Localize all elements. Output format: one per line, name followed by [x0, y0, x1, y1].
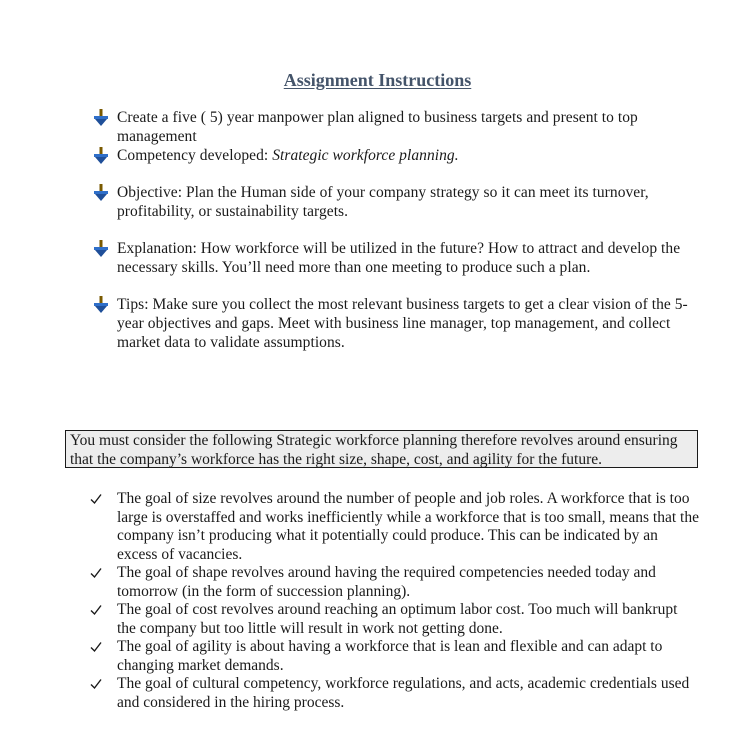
goal-text: The goal of shape revolves around having the required competencies needed today and tomorrow (in the form of succession planning). — [117, 564, 656, 600]
goal-text: The goal of agility is about having a workforce that is lean and flexible and can adapt to changing market demands. — [117, 638, 663, 674]
instruction-text: Objective: Plan the Human side of your company strategy so it can meet its turnover, profitability, or sustainability targets. — [117, 184, 649, 220]
goal-text: The goal of size revolves around the number of people and job roles. A workforce that is too large is overstaffed and works inefficiently while a workforce that is too small, means that the company isn’t producing what it potentially could produce. This can be indicated by an excess of vacancies. — [117, 490, 699, 563]
instruction-text: Tips: Make sure you collect the most relevant business targets to get a clear vision of the 5-year objectives and gaps. Meet with business line manager, top management, and collect market data to validate assumptions. — [117, 296, 688, 351]
arrow-down-icon — [93, 147, 109, 165]
goal-list — [90, 490, 700, 712]
instruction-list — [90, 108, 700, 352]
page-title — [0, 68, 755, 92]
goal-text: The goal of cultural competency, workforce regulations, and acts, academic credentials used and considered in the hiring process. — [117, 675, 690, 711]
checkmark-icon — [90, 678, 102, 690]
competency-name: Strategic workforce planning. — [272, 147, 459, 164]
checkmark-icon — [90, 567, 102, 579]
goal-item — [90, 564, 700, 601]
instruction-text: Explanation: How workforce will be utilized in the future? How to attract and develop the necessary skills. You’ll need more than one meeting to produce such a plan. — [117, 240, 681, 276]
goal-text: The goal of cost revolves around reaching an optimum labor cost. Too much will bankrupt the company but too little will result in work not getting done. — [117, 601, 678, 637]
checkmark-icon — [90, 493, 102, 505]
arrow-down-icon — [93, 296, 109, 314]
instruction-item — [90, 108, 700, 146]
arrow-down-icon — [93, 184, 109, 202]
goal-item — [90, 675, 700, 712]
instruction-text: Create a five ( 5) year manpower plan aligned to business targets and present to top management — [117, 109, 638, 145]
checkmark-icon — [90, 604, 102, 616]
goal-item — [90, 601, 700, 638]
goal-item — [90, 638, 700, 675]
arrow-down-icon — [93, 109, 109, 127]
arrow-down-icon — [93, 240, 109, 258]
callout-box: You must consider the following Strategic workforce planning therefore revolves around ensuring that the company’s workforce has the right size, shape, cost, and agility for the future. — [65, 430, 698, 468]
instruction-item — [90, 146, 700, 165]
instruction-text: Competency developed: — [117, 147, 273, 164]
instruction-item — [90, 183, 700, 221]
instruction-item — [90, 295, 700, 352]
checkmark-icon — [90, 641, 102, 653]
page-title-text: Assignment Instructions — [283, 70, 472, 90]
instruction-item — [90, 239, 700, 277]
goal-item — [90, 490, 700, 564]
